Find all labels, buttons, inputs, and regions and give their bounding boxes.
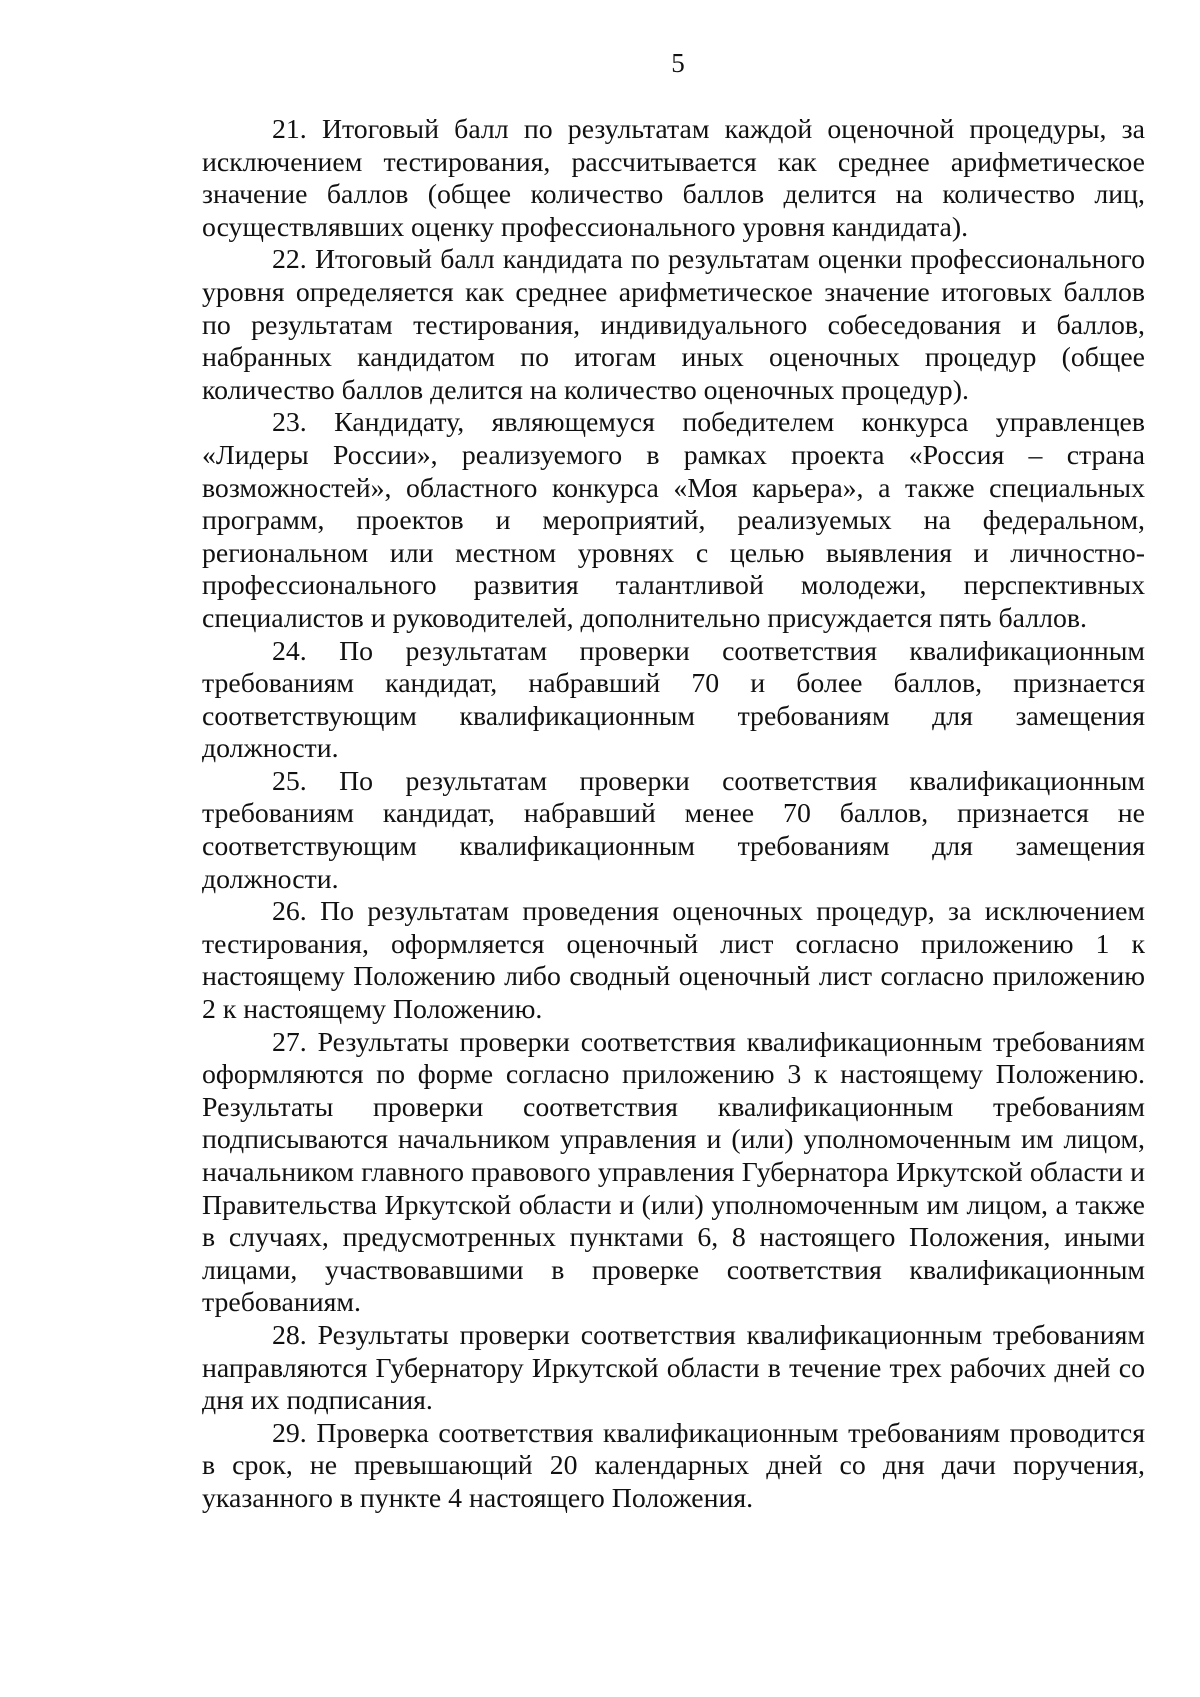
paragraph-27: 27. Результаты проверки соответствия квалификационным требованиям оформляются по форме согласно приложению 3 к настоящему Положению. Результаты проверки соответствия квалификационным требованиям подписываются начальником управления и (или) уполномоченным им лицом, начальником главного правового управления Губернатора Иркутской области и Правительства Иркутской области и (или) уполномоченным им лицом, а также в случаях, предусмотренных пунктами 6, 8 настоящего Положения, иными лицами, участвовавшими в проверке соответствия квалификационным требованиям.: [202, 1026, 1145, 1319]
paragraph-26: 26. По результатам проведения оценочных процедур, за исключением тестирования, оформляется оценочный лист согласно приложению 1 к настоящему Положению либо сводный оценочный лист согласно приложению 2 к настоящему Положению.: [202, 896, 1145, 1026]
paragraph-21: 21. Итоговый балл по результатам каждой оценочной процедуры, за исключением тестирования, рассчитывается как среднее арифметическое значение баллов (общее количество баллов делится на количество лиц, осуществлявших оценку профессионального уровня кандидата).: [202, 114, 1145, 243]
document-body: [202, 114, 1145, 1516]
paragraph-29: 29. Проверка соответствия квалификационным требованиям проводится в срок, не превышающий 20 календарных дней со дня дачи поручения, указанного в пункте 4 настоящего Положения.: [202, 1417, 1145, 1514]
paragraph-24: 24. По результатам проверки соответствия квалификационным требованиям кандидат, набравший 70 и более баллов, признается соответствующим квалификационным требованиям для замещения должности.: [202, 635, 1145, 765]
paragraph-22: 22. Итоговый балл кандидата по результатам оценки профессионального уровня определяется как среднее арифметическое значение итоговых баллов по результатам тестирования, индивидуального собеседования и баллов, набранных кандидатом по итогам иных оценочных процедур (общее количество баллов делится на количество оценочных процедур).: [202, 244, 1145, 406]
page-number: 5: [671, 48, 685, 78]
paragraph-28: 28. Результаты проверки соответствия квалификационным требованиям направляются Губернатору Иркутской области в течение трех рабочих дней со дня их подписания.: [202, 1319, 1145, 1417]
paragraph-25: 25. По результатам проверки соответствия квалификационным требованиям кандидат, набравший менее 70 баллов, признается не соответствующим квалификационным требованиям для замещения должности.: [202, 765, 1145, 895]
paragraph-23: 23. Кандидату, являющемуся победителем конкурса управленцев «Лидеры России», реализуемого в рамках проекта «Россия – страна возможностей», областного конкурса «Моя карьера», а также специальных программ, проектов и мероприятий, реализуемых на федеральном, региональном или местном уровнях с целью выявления и личностно-профессионального развития талантливой молодежи, перспективных специалистов и руководителей, дополнительно присуждается пять баллов.: [202, 407, 1145, 634]
